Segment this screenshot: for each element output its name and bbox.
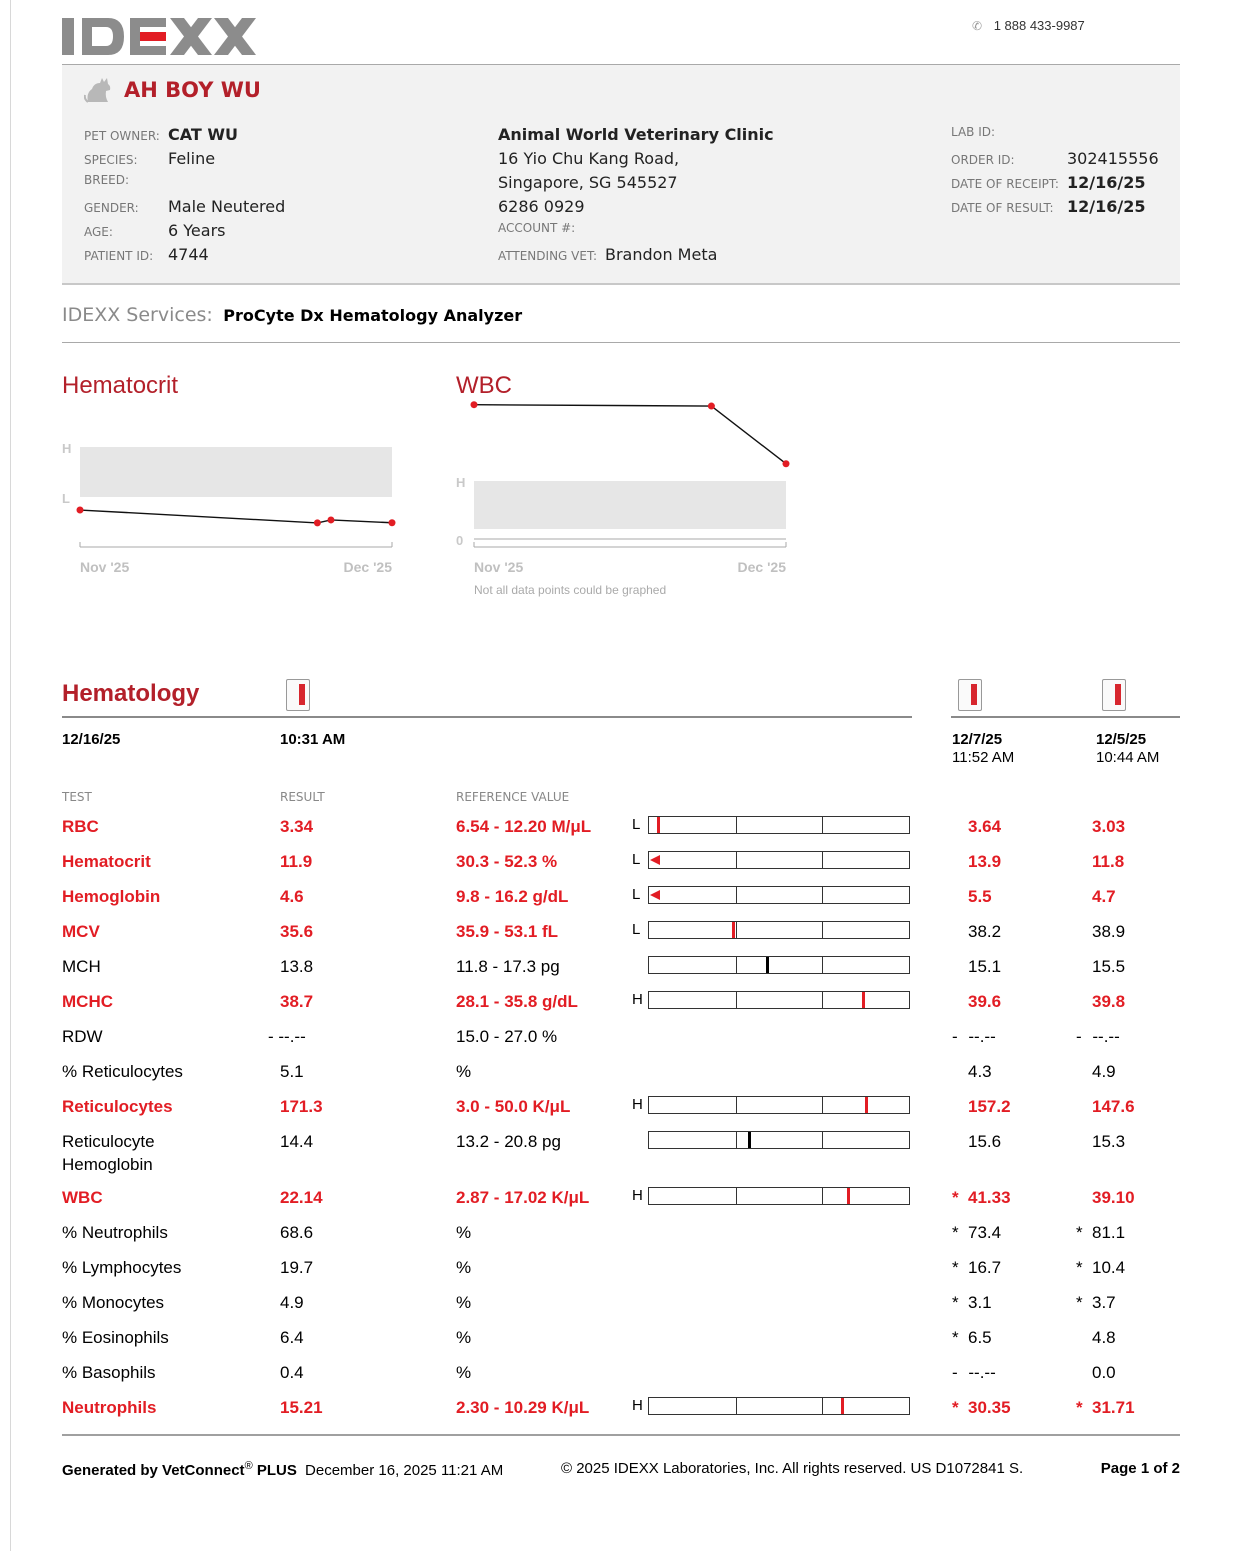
table-row [0,920,1242,955]
wbc-point [708,403,715,410]
prev2-result: 38.9 [1092,922,1126,941]
gauge-divider [822,1398,823,1414]
high-low-flag: L [632,886,641,903]
test-name [62,1258,181,1278]
reference-range: % [456,1328,472,1347]
test-name [62,992,113,1012]
prev1-result: 3.1 [968,1293,992,1312]
prev2-result: 39.10 [1092,1188,1135,1207]
order-id-row [951,149,1159,168]
clinic-phone [498,197,585,216]
table-row [0,885,1242,920]
test-result: 171.3 [280,1097,323,1116]
footer-copyright: © 2025 IDEXX Laboratories, Inc. All rights reserved. US D1072841 S. [561,1460,1024,1477]
test-result: 0.4 [280,1363,304,1382]
reference-range: 6.54 - 12.20 M/μL [456,817,592,836]
prev2-result-asterisk: * [1076,1398,1083,1417]
clinic-address-1-text: 16 Yio Chu Kang Road, [498,149,680,168]
table-row [0,1060,1242,1095]
prev1-result: 157.2 [968,1097,1011,1116]
services-label: IDEXX Services: [62,304,213,326]
result-column-header: RESULT [280,790,325,804]
owner-label: PET OWNER: [84,129,160,143]
test-result: 11.9 [280,852,313,871]
prev2-result: 31.71 [1092,1398,1135,1417]
prev2-result: 4.7 [1092,887,1116,906]
test-name [62,1328,169,1348]
gauge-marker [732,922,735,938]
prev1-result-asterisk: * [952,1398,959,1417]
test-result: 19.7 [280,1258,314,1277]
prev1-time: 11:52 AM [952,749,1015,766]
hematocrit-point [77,507,84,514]
high-low-flag: H [632,1096,643,1113]
footer-rule [62,1434,1180,1436]
age-label: AGE: [84,225,113,239]
idexx-logo [62,18,258,63]
test-name-line: Hemoglobin [62,887,161,906]
gauge-marker [841,1398,844,1414]
footer-generated [62,1460,503,1479]
prev2-result: 4.9 [1092,1062,1116,1081]
test-name [62,1363,156,1383]
table-row [0,815,1242,850]
age-value: 6 Years [168,221,226,240]
phone-text: 1 888 433-9987 [993,18,1085,33]
gauge-divider [736,957,737,973]
table-row [0,850,1242,885]
clinic-address-2 [498,173,678,192]
test-name-line: % Basophils [62,1363,156,1382]
high-low-flag: H [632,1187,643,1204]
test-name-line: Reticulocyte [62,1132,155,1151]
gauge-divider [822,852,823,868]
high-low-flag: L [632,816,641,833]
vet-row [498,245,717,264]
test-name [62,957,101,977]
hematocrit-series-line [80,510,392,523]
prev2-result-asterisk: * [1076,1258,1083,1277]
prev1-date: 12/7/25 [952,731,1003,748]
range-gauge [648,1131,910,1149]
test-name-line: % Lymphocytes [62,1258,182,1277]
table-row [0,955,1242,990]
test-result: 38.7 [280,992,314,1011]
reference-range: 28.1 - 35.8 g/dL [456,992,578,1011]
gauge-marker [748,1132,751,1148]
test-name [62,922,100,942]
test-result: 4.6 [280,887,304,906]
test-result: 3.34 [280,817,314,836]
footer-page-number: Page 1 of 2 [1100,1460,1180,1477]
range-gauge [648,816,910,834]
gauge-divider [822,922,823,938]
prev2-report-icon[interactable] [1102,679,1126,711]
range-gauge [648,956,910,974]
hematocrit-band-low-label: L [62,491,70,506]
patient-id-value: 4744 [168,245,209,264]
prev1-result: 4.3 [968,1062,992,1081]
prev2-result: 147.6 [1092,1097,1135,1116]
prev2-result: 10.4 [1092,1258,1126,1277]
reference-range: 9.8 - 16.2 g/dL [456,887,569,906]
hematocrit-point [314,519,321,526]
table-row [0,1130,1242,1174]
test-name [62,1293,164,1313]
gauge-divider [736,852,737,868]
prev1-result: 5.5 [968,887,992,906]
reference-range: % [456,1223,472,1242]
lab-id-row [951,125,1067,139]
hematocrit-point [389,519,396,526]
range-gauge [648,886,910,904]
receipt-row [951,173,1145,192]
high-low-flag: L [632,921,641,938]
clinic-name [498,125,774,144]
wbc-zero-label: 0 [456,533,464,548]
gauge-divider [822,1097,823,1113]
reference-range: 15.0 - 27.0 % [456,1027,558,1046]
current-time: 10:31 AM [280,731,346,748]
prev2-result: 39.8 [1092,992,1126,1011]
receipt-value: 12/16/25 [1067,173,1146,192]
reference-range: % [456,1062,472,1081]
species-row [84,149,215,168]
owner-row [84,125,238,144]
test-name-line: MCV [62,922,100,941]
prev2-time: 10:44 AM [1096,749,1160,766]
hematocrit-band-high-label: H [62,441,72,456]
test-name-line: Reticulocytes [62,1097,173,1116]
wbc-reference-band [474,481,786,529]
phone-number [972,18,1085,33]
prev2-result: - --.-- [1076,1027,1120,1046]
clinic-phone-text: 6286 0929 [498,197,585,216]
prev1-result: 6.5 [968,1328,992,1347]
account-label: ACCOUNT #: [498,221,576,235]
account-row [498,221,575,235]
gauge-divider [736,922,737,938]
receipt-label: DATE OF RECEIPT: [951,177,1059,191]
below-range-arrow-icon [650,890,660,900]
test-name-line: Neutrophils [62,1398,157,1417]
prev1-result-asterisk: * [952,1223,959,1242]
hematocrit-chart [50,430,420,590]
gauge-divider [822,1132,823,1148]
wbc-series-line [474,405,786,464]
wbc-chart-title: WBC [456,372,512,399]
wbc-chart [444,395,814,585]
gauge-marker [657,817,660,833]
hematology-rule [62,716,912,718]
clinic-address-1 [498,149,679,168]
test-name [62,1188,103,1208]
prev1-result: 39.6 [968,992,1002,1011]
age-row [84,221,225,240]
test-result: 14.4 [280,1132,314,1151]
prev2-result: 11.8 [1092,852,1125,871]
gauge-divider [822,992,823,1008]
prev1-result-asterisk: * [952,1328,959,1347]
lab-id-label: LAB ID: [951,125,996,139]
test-name [62,1132,155,1175]
table-row [0,990,1242,1025]
current-report-icon[interactable] [286,679,310,711]
order-id-label: ORDER ID: [951,153,1015,167]
services-value: ProCyte Dx Hematology Analyzer [223,306,523,325]
hematology-title: Hematology [62,680,200,707]
table-row [0,1256,1242,1291]
test-result: 22.14 [280,1188,323,1207]
high-low-flag: H [632,991,643,1008]
range-gauge [648,921,910,939]
services-rule [62,342,1180,343]
range-gauge [648,1397,910,1415]
test-name-line: RBC [62,817,99,836]
test-name [62,817,99,837]
gauge-divider [736,992,737,1008]
prev1-result: 30.35 [968,1398,1011,1417]
gauge-marker [865,1097,868,1113]
prev2-result: 15.5 [1092,957,1126,976]
clinic-name-text: Animal World Veterinary Clinic [498,125,774,144]
owner-value: CAT WU [168,125,239,144]
gauge-divider [822,1188,823,1204]
pet-name: AH BOY WU [124,78,261,102]
hematocrit-reference-band [80,447,392,497]
prev1-result: 41.33 [968,1188,1011,1207]
test-name-line: % Reticulocytes [62,1062,183,1081]
prev1-result: - --.-- [952,1363,996,1382]
gauge-divider [736,1132,737,1148]
species-value: Feline [168,149,216,168]
breed-row [84,173,168,187]
footer-generated-date: December 16, 2025 11:21 AM [305,1462,504,1479]
prev2-result: 4.8 [1092,1328,1116,1347]
hematocrit-point [327,516,334,523]
prev2-result-asterisk: * [1076,1223,1083,1242]
test-name [62,887,160,907]
clinic-address-2-text: Singapore, SG 545527 [498,173,678,192]
gender-label: GENDER: [84,201,139,215]
gauge-divider [736,1188,737,1204]
wbc-chart-note: Not all data points could be graphed [474,583,667,597]
reference-range: % [456,1363,472,1382]
cat-icon [84,75,116,108]
reference-range: 35.9 - 53.1 fL [456,922,559,941]
test-name-line: RDW [62,1027,103,1046]
reference-range: 2.87 - 17.02 K/μL [456,1188,590,1207]
gauge-divider [736,1398,737,1414]
prev1-result: 13.9 [968,852,1002,871]
prev2-result-asterisk: * [1076,1293,1083,1312]
prev2-result: 81.1 [1092,1223,1126,1242]
prev2-date: 12/5/25 [1096,731,1147,748]
table-row [0,1326,1242,1361]
vet-label: ATTENDING VET: [498,249,597,263]
test-result: 4.9 [280,1293,304,1312]
footer-generated-prefix: Generated by VetConnect [62,1462,245,1479]
test-name-line: % Neutrophils [62,1223,168,1242]
vet-value: Brandon Meta [605,245,718,264]
current-date: 12/16/25 [62,731,121,748]
reference-range: 2.30 - 10.29 K/μL [456,1398,590,1417]
species-label: SPECIES: [84,153,138,167]
wbc-point [783,460,790,467]
prev2-result: 3.03 [1092,817,1126,836]
result-value: 12/16/25 [1067,197,1146,216]
reference-range: 11.8 - 17.3 pg [456,957,560,976]
prev1-result: 16.7 [968,1258,1002,1277]
table-row [0,1396,1242,1431]
prev1-result: 15.1 [968,957,1002,976]
gauge-divider [822,887,823,903]
prev1-result: 73.4 [968,1223,1002,1242]
test-name-line: WBC [62,1188,103,1207]
prev1-result: - --.-- [952,1027,996,1046]
gauge-marker [862,992,865,1008]
reference-range: 3.0 - 50.0 K/μL [456,1097,571,1116]
wbc-x-tick-dec: Dec '25 [737,559,786,575]
prev1-result-asterisk: * [952,1258,959,1277]
test-name-line-2: Hemoglobin [62,1155,153,1174]
prev1-report-icon[interactable] [958,679,982,711]
gauge-divider [736,817,737,833]
test-result: 35.6 [280,922,314,941]
prev1-result: 15.6 [968,1132,1002,1151]
prev1-result: 3.64 [968,817,1002,836]
test-name-line: MCHC [62,992,113,1011]
hematocrit-chart-title: Hematocrit [62,372,179,399]
table-row [0,1025,1242,1060]
prev2-result: 3.7 [1092,1293,1116,1312]
gauge-marker [847,1188,850,1204]
prev2-result: 0.0 [1092,1363,1116,1382]
gauge-marker [766,957,769,973]
test-name [62,1062,183,1082]
range-gauge [648,851,910,869]
gauge-divider [736,887,737,903]
below-range-arrow-icon [650,855,660,865]
wbc-x-tick-nov: Nov '25 [474,559,524,575]
test-name-line: % Eosinophils [62,1328,169,1347]
gauge-divider [822,817,823,833]
reference-range: 13.2 - 20.8 pg [456,1132,561,1151]
result-label: DATE OF RESULT: [951,201,1054,215]
patient-info-panel [62,65,1180,285]
reference-range: 30.3 - 52.3 % [456,852,558,871]
table-row [0,1095,1242,1130]
table-row [0,1361,1242,1396]
footer-generated-suffix: PLUS [256,1462,297,1479]
test-name [62,852,151,872]
table-row [0,1186,1242,1221]
hematocrit-x-tick-dec: Dec '25 [343,559,392,575]
test-result: - --.-- [268,1027,306,1046]
reference-range: % [456,1293,472,1312]
reference-range: % [456,1258,472,1277]
gauge-divider [736,1097,737,1113]
range-gauge [648,991,910,1009]
test-name [62,1097,173,1117]
wbc-point [471,401,478,408]
test-result: 6.4 [280,1328,304,1347]
high-low-flag: H [632,1397,643,1414]
prev1-result-asterisk: * [952,1293,959,1312]
gauge-divider [822,957,823,973]
test-result: 5.1 [280,1062,304,1081]
gender-value: Male Neutered [168,197,286,216]
prev1-result: 38.2 [968,922,1002,941]
test-result: 13.8 [280,957,314,976]
reference-column-header: REFERENCE VALUE [456,790,570,804]
wbc-band-high-label: H [456,475,466,490]
range-gauge [648,1187,910,1205]
prev1-result-asterisk: * [952,1188,959,1207]
phone-icon: ✆ [972,19,983,33]
gender-row [84,197,285,216]
test-name-line: % Monocytes [62,1293,165,1312]
range-gauge [648,1096,910,1114]
table-row [0,1221,1242,1256]
hematocrit-x-tick-nov: Nov '25 [80,559,130,575]
test-name [62,1398,156,1418]
footer-registered-mark: ® [244,1460,253,1472]
services-line [62,304,522,326]
order-id-value: 302415556 [1067,149,1159,168]
high-low-flag: L [632,851,641,868]
test-name-line: MCH [62,957,101,976]
test-name [62,1223,168,1243]
test-column-header: TEST [62,790,92,804]
test-result: 15.21 [280,1398,323,1417]
breed-label: BREED: [84,173,130,187]
patient-id-row [84,245,209,264]
test-name [62,1027,103,1047]
table-row [0,1291,1242,1326]
prev2-result: 15.3 [1092,1132,1126,1151]
test-result: 68.6 [280,1223,314,1242]
result-row [951,197,1145,216]
history-rule [951,716,1180,718]
test-name-line: Hematocrit [62,852,151,871]
patient-id-label: PATIENT ID: [84,249,154,263]
